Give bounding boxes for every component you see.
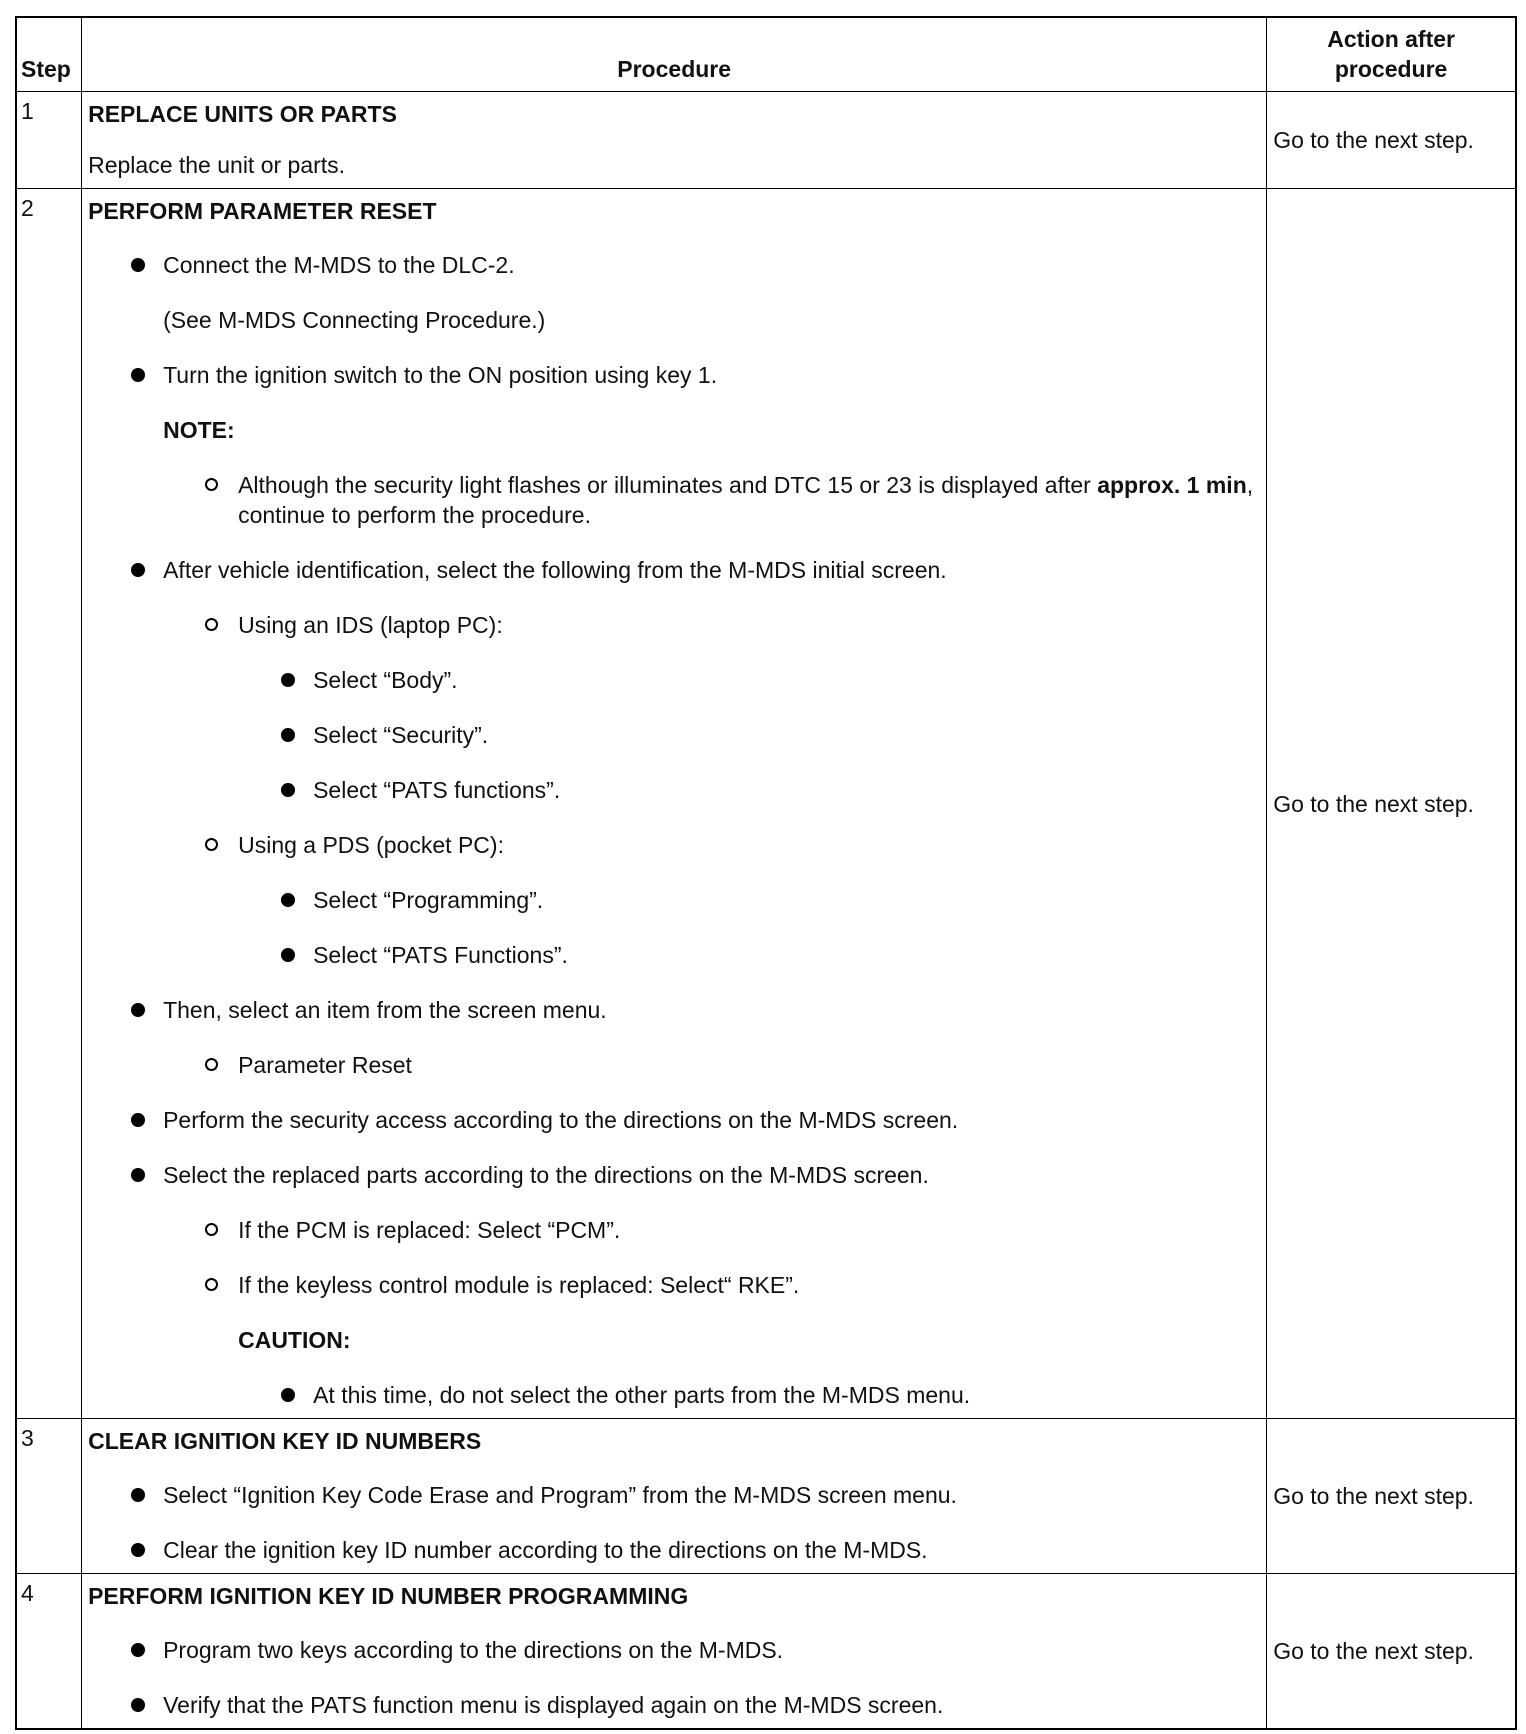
bullet-text: Turn the ignition switch to the ON position using key 1. bbox=[163, 362, 718, 388]
sub-item-text: Parameter Reset bbox=[238, 1052, 412, 1078]
bullet-item bbox=[88, 1105, 1262, 1135]
bullet-item bbox=[88, 360, 1262, 390]
step-action: Go to the next step. bbox=[1267, 189, 1516, 1419]
sub-sub-item-text: Select “PATS Functions”. bbox=[313, 942, 568, 968]
sub-item bbox=[88, 1050, 1262, 1080]
step-number: 1 bbox=[16, 92, 82, 189]
sub-sub-item bbox=[88, 940, 1262, 970]
caution-text: At this time, do not select the other parts from the M-MDS menu. bbox=[313, 1382, 971, 1408]
note-label: NOTE: bbox=[163, 417, 235, 443]
note-text-pre: Although the security light flashes or illuminates and DTC 15 or 23 is displayed after bbox=[238, 472, 1098, 498]
sub-sub-item-text: Select “Body”. bbox=[313, 667, 458, 693]
header-procedure: Procedure bbox=[82, 17, 1267, 92]
sub-item bbox=[88, 830, 1262, 860]
sub-sub-item bbox=[88, 665, 1262, 695]
circle-bullet-icon bbox=[205, 478, 218, 491]
sub-sub-item bbox=[88, 720, 1262, 750]
bullet-icon bbox=[281, 673, 295, 687]
note-item bbox=[88, 470, 1262, 530]
header-row bbox=[16, 17, 1516, 92]
bullet-icon bbox=[281, 783, 295, 797]
step-row-3 bbox=[16, 1419, 1516, 1574]
bullet-text: Select the replaced parts according to the directions on the M-MDS screen. bbox=[163, 1162, 929, 1188]
step-title: REPLACE UNITS OR PARTS bbox=[88, 101, 397, 127]
header-action: Action after procedure bbox=[1267, 17, 1516, 92]
note-text-bold: approx. 1 min bbox=[1097, 472, 1247, 498]
bullet-item bbox=[88, 995, 1262, 1025]
circle-bullet-icon bbox=[205, 1058, 218, 1071]
step-row-1 bbox=[16, 92, 1516, 189]
step-title: PERFORM PARAMETER RESET bbox=[88, 198, 437, 224]
step-procedure bbox=[82, 1419, 1267, 1574]
bullet-icon bbox=[281, 1388, 295, 1402]
bullet-item bbox=[88, 1160, 1262, 1190]
step-row-2 bbox=[16, 189, 1516, 1419]
step-procedure bbox=[82, 92, 1267, 189]
bullet-icon bbox=[131, 1698, 145, 1712]
step-row-4 bbox=[16, 1574, 1516, 1730]
bullet-icon bbox=[131, 368, 145, 382]
bullet-text: Clear the ignition key ID number according to the directions on the M-MDS. bbox=[163, 1537, 928, 1563]
bullet-icon bbox=[131, 1113, 145, 1127]
bullet-item bbox=[88, 1480, 1262, 1510]
sub-item-text: If the keyless control module is replaced: Select“ RKE”. bbox=[238, 1272, 800, 1298]
circle-bullet-icon bbox=[205, 1223, 218, 1236]
step-action: Go to the next step. bbox=[1267, 1574, 1516, 1730]
header-step: Step bbox=[16, 17, 82, 92]
bullet-text: Select “Ignition Key Code Erase and Program” from the M-MDS screen menu. bbox=[163, 1482, 957, 1508]
bullet-icon bbox=[131, 563, 145, 577]
step-action: Go to the next step. bbox=[1267, 92, 1516, 189]
sub-item-text: If the PCM is replaced: Select “PCM”. bbox=[238, 1217, 621, 1243]
bullet-item bbox=[88, 1690, 1262, 1720]
sub-sub-item-text: Select “PATS functions”. bbox=[313, 777, 561, 803]
sub-item bbox=[88, 1215, 1262, 1245]
sub-sub-item bbox=[88, 775, 1262, 805]
step-procedure bbox=[82, 189, 1267, 1419]
bullet-text: Program two keys according to the directions on the M-MDS. bbox=[163, 1637, 784, 1663]
bullet-icon bbox=[281, 948, 295, 962]
note-text-post: , continue to perform the procedure. bbox=[238, 472, 1254, 528]
bullet-item bbox=[88, 1535, 1262, 1565]
bullet-icon bbox=[281, 728, 295, 742]
bullet-text: Perform the security access according to the directions on the M-MDS screen. bbox=[163, 1107, 959, 1133]
step-number: 2 bbox=[16, 189, 82, 1419]
bullet-subtext: (See M-MDS Connecting Procedure.) bbox=[163, 307, 546, 333]
step-text: Replace the unit or parts. bbox=[88, 152, 346, 178]
step-action: Go to the next step. bbox=[1267, 1419, 1516, 1574]
bullet-item bbox=[88, 1635, 1262, 1665]
bullet-icon bbox=[131, 1488, 145, 1502]
procedure-table bbox=[15, 16, 1517, 1730]
caution-item bbox=[88, 1380, 1262, 1410]
sub-sub-item-text: Select “Programming”. bbox=[313, 887, 544, 913]
sub-item-text: Using a PDS (pocket PC): bbox=[238, 832, 504, 858]
bullet-item bbox=[88, 555, 1262, 585]
bullet-icon bbox=[281, 893, 295, 907]
circle-bullet-icon bbox=[205, 618, 218, 631]
step-procedure bbox=[82, 1574, 1267, 1730]
caution-label: CAUTION: bbox=[238, 1327, 351, 1353]
bullet-icon bbox=[131, 258, 145, 272]
bullet-icon bbox=[131, 1643, 145, 1657]
bullet-text: Verify that the PATS function menu is displayed again on the M-MDS screen. bbox=[163, 1692, 944, 1718]
sub-sub-item-text: Select “Security”. bbox=[313, 722, 489, 748]
circle-bullet-icon bbox=[205, 1278, 218, 1291]
sub-sub-item bbox=[88, 885, 1262, 915]
bullet-text: Then, select an item from the screen menu. bbox=[163, 997, 607, 1023]
sub-item-text: Using an IDS (laptop PC): bbox=[238, 612, 503, 638]
step-number: 4 bbox=[16, 1574, 82, 1730]
step-number: 3 bbox=[16, 1419, 82, 1574]
step-title: PERFORM IGNITION KEY ID NUMBER PROGRAMMING bbox=[88, 1583, 689, 1609]
step-title: CLEAR IGNITION KEY ID NUMBERS bbox=[88, 1428, 482, 1454]
bullet-icon bbox=[131, 1168, 145, 1182]
bullet-item bbox=[88, 250, 1262, 280]
circle-bullet-icon bbox=[205, 838, 218, 851]
sub-item bbox=[88, 610, 1262, 640]
bullet-text: Connect the M-MDS to the DLC-2. bbox=[163, 252, 515, 278]
bullet-icon bbox=[131, 1003, 145, 1017]
bullet-icon bbox=[131, 1543, 145, 1557]
sub-item bbox=[88, 1270, 1262, 1300]
bullet-text: After vehicle identification, select the following from the M-MDS initial screen. bbox=[163, 557, 947, 583]
